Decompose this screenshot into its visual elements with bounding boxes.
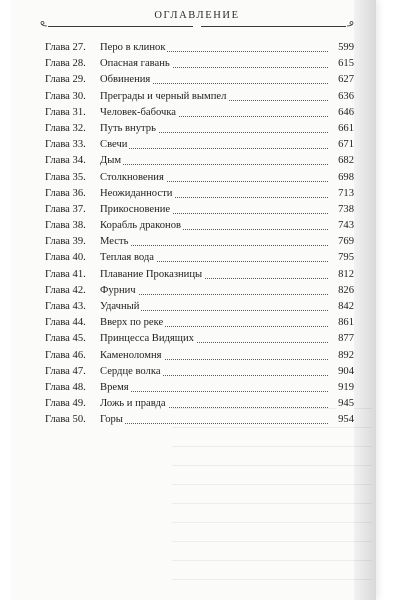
header-rule-right	[201, 26, 346, 27]
toc-chapter-title: Горы	[100, 414, 123, 426]
toc-chapter-number: Глава 33.	[45, 139, 86, 151]
toc-row	[45, 285, 354, 301]
toc-chapter-title: Вверх по реке	[100, 317, 164, 329]
toc-chapter-number: Глава 36.	[45, 187, 86, 199]
toc-row	[45, 204, 354, 220]
toc-page-number: 738	[338, 203, 354, 215]
toc-chapter-number: Глава 46.	[45, 349, 86, 361]
toc-chapter-number: Глава 30.	[45, 90, 86, 102]
toc-chapter-title: Опасная гавань	[100, 58, 170, 70]
toc-chapter-number: Глава 43.	[45, 301, 86, 312]
page-header	[38, 10, 356, 34]
toc-row	[45, 350, 354, 366]
toc-dot-leader	[105, 148, 328, 149]
toc-chapter-title: Человек-бабочка	[100, 106, 177, 118]
toc-chapter-number: Глава 49.	[45, 398, 86, 410]
toc-page-number: 671	[338, 139, 354, 151]
toc-chapter-number: Глава 41.	[45, 268, 86, 280]
toc-chapter-number: Глава 28.	[45, 58, 86, 70]
toc-page-number: 682	[338, 155, 354, 167]
page-title: ОГЛАВЛЕНИЕ	[154, 10, 240, 21]
toc-page-number: 646	[338, 106, 354, 118]
toc-row	[45, 172, 354, 188]
toc-page-number: 904	[338, 365, 354, 377]
toc-chapter-number: Глава 34.	[45, 155, 86, 167]
toc-chapter-number: Глава 45.	[45, 333, 86, 345]
toc-chapter-title: Плавание Проказницы	[100, 268, 203, 280]
toc-row	[45, 58, 354, 74]
toc-row	[45, 236, 354, 252]
toc-page-number: 599	[338, 42, 354, 53]
toc-chapter-title: Месть	[100, 236, 129, 248]
toc-row	[45, 107, 354, 123]
toc-row	[45, 220, 354, 236]
toc-row	[45, 42, 354, 58]
toc-chapter-title: Теплая вода	[100, 252, 154, 264]
toc-chapter-number: Глава 37.	[45, 203, 86, 215]
toc-chapter-number: Глава 39.	[45, 236, 86, 248]
book-page	[12, 0, 376, 600]
toc-dot-leader	[105, 245, 328, 246]
toc-chapter-title: Каменоломня	[100, 349, 162, 361]
toc-page-number: 954	[338, 414, 354, 426]
header-rule-left	[48, 26, 193, 27]
toc-dot-leader	[105, 391, 328, 392]
toc-chapter-title: Сердце волка	[100, 365, 161, 377]
toc-dot-leader	[105, 423, 328, 424]
ornament-curl-icon	[346, 19, 356, 29]
toc-chapter-number: Глава 44.	[45, 317, 86, 329]
toc-page-number: 636	[338, 90, 354, 102]
toc-page-number: 826	[338, 284, 354, 296]
toc-page-number: 842	[338, 301, 354, 312]
toc-row	[45, 398, 354, 414]
toc-chapter-title: Обвинения	[100, 74, 151, 86]
toc-chapter-number: Глава 42.	[45, 284, 86, 296]
toc-chapter-number: Глава 47.	[45, 365, 86, 377]
toc-chapter-title: Путь внутрь	[100, 122, 156, 134]
toc-page-number: 945	[338, 398, 354, 410]
toc-page-number: 861	[338, 317, 354, 329]
toc-row	[45, 91, 354, 107]
toc-chapter-title: Принцесса Видящих	[100, 333, 194, 345]
toc-row	[45, 155, 354, 171]
toc-page-number: 877	[338, 333, 354, 345]
toc-page-number: 769	[338, 236, 354, 248]
toc-page-number: 795	[338, 252, 354, 264]
toc-row	[45, 252, 354, 268]
toc-dot-leader	[105, 164, 328, 165]
toc-chapter-number: Глава 35.	[45, 171, 86, 183]
toc-chapter-title: Преграды и черный вымпел	[100, 90, 227, 102]
toc-page-number: 919	[338, 381, 354, 393]
toc-row	[45, 139, 354, 155]
toc-chapter-title: Свечи	[100, 139, 128, 151]
toc-chapter-title: Прикосновение	[100, 203, 171, 215]
toc-chapter-number: Глава 48.	[45, 381, 86, 393]
toc-row	[45, 269, 354, 285]
toc-chapter-title: Фурнич	[100, 284, 136, 296]
toc-page-number: 661	[338, 122, 354, 134]
toc-row	[45, 188, 354, 204]
toc-chapter-number: Глава 50.	[45, 414, 86, 426]
toc-chapter-title: Столкновения	[100, 171, 164, 183]
toc-page-number: 627	[338, 74, 354, 86]
toc-page-number: 743	[338, 220, 354, 232]
toc-chapter-number: Глава 29.	[45, 74, 86, 86]
toc-page-number: 812	[338, 268, 354, 280]
toc-row	[45, 123, 354, 139]
toc-chapter-title: Перо в клинок	[100, 42, 166, 53]
toc-chapter-title: Ложь и правда	[100, 398, 166, 410]
toc-row	[45, 317, 354, 333]
toc-chapter-number: Глава 31.	[45, 106, 86, 118]
toc-row	[45, 301, 354, 317]
toc-page-number: 892	[338, 349, 354, 361]
toc-chapter-title: Удачный	[100, 301, 140, 312]
toc-chapter-number: Глава 32.	[45, 122, 86, 134]
toc-chapter-title: Неожиданности	[100, 187, 173, 199]
toc-row	[45, 74, 354, 90]
toc-page-number: 713	[338, 187, 354, 199]
toc-chapter-title: Дым	[100, 155, 122, 167]
page-edge-shadow	[354, 0, 376, 600]
toc-page-number: 615	[338, 58, 354, 70]
toc-chapter-number: Глава 40.	[45, 252, 86, 264]
toc-row	[45, 414, 354, 430]
toc-chapter-title: Корабль драконов	[100, 220, 181, 232]
toc-chapter-title: Время	[100, 381, 129, 393]
toc-chapter-number: Глава 38.	[45, 220, 86, 232]
toc-chapter-number: Глава 27.	[45, 42, 86, 53]
toc-page-number: 698	[338, 171, 354, 183]
toc-dot-leader	[105, 294, 328, 295]
toc-row	[45, 333, 354, 349]
toc-row	[45, 382, 354, 398]
table-of-contents	[45, 42, 354, 431]
toc-row	[45, 366, 354, 382]
